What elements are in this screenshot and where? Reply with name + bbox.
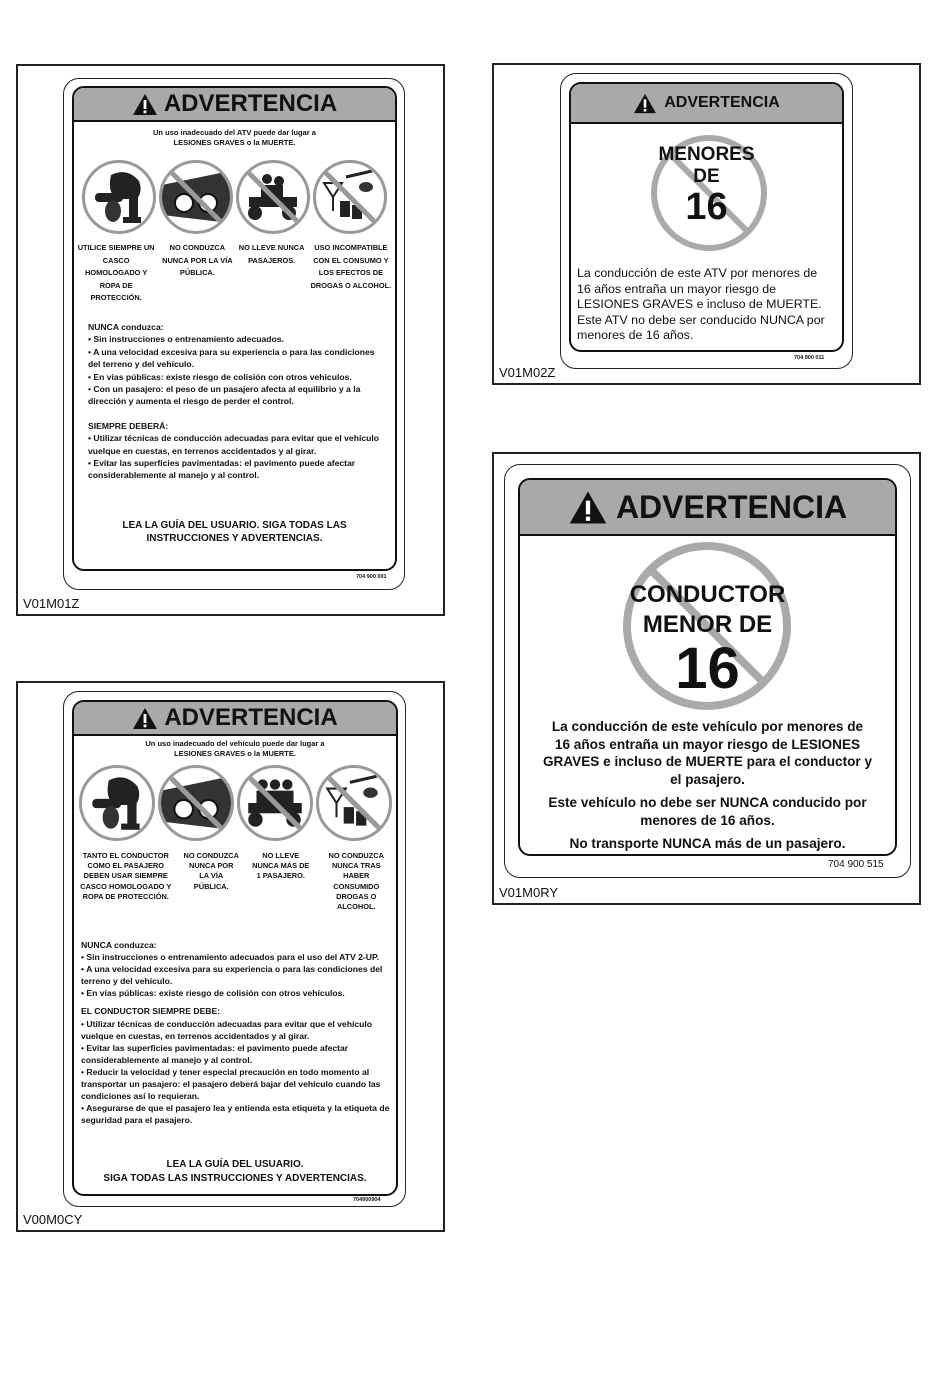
icon-caption: TANTO EL CONDUCTOR COMO EL PASAJERO DEBEN USAR SIEMPRE CASCO HOMOLOGADO Y ROPA DE PROTECCIÓN. [80, 851, 172, 901]
part-number: 704900904 [353, 1197, 381, 1203]
always-section-title: SIEMPRE DEBERÁ: [88, 420, 169, 431]
always-item: • Evitar las superficies pavimentadas: el pavimento puede afectar considerablemente al manejo y al control. [81, 1042, 349, 1065]
footer-line: LEA LA GUÍA DEL USUARIO. SIGA TODAS LAS [122, 520, 347, 531]
never-item: • Sin instrucciones o entrenamiento adecuados. [88, 334, 284, 345]
label-frame-v01m0ry [492, 452, 921, 905]
footer-line: SIGA TODAS LAS INSTRUCCIONES Y ADVERTENCIAS. [103, 1172, 367, 1184]
no-public-road-icon [159, 160, 233, 234]
body-line: La conducción de este vehículo por menores de [551, 719, 864, 734]
icon-caption: NO LLEVE NUNCA PASAJEROS. [238, 243, 305, 265]
never-item: • A una velocidad excesiva para su experiencia o para las condiciones del terreno y del vehículo. [88, 346, 375, 370]
never-section-title: NUNCA conduzca: [81, 940, 157, 950]
always-item: • Asegurarse de que el pasajero lea y entienda esta etiqueta y la etiqueta de seguridad para el pasajero. [81, 1103, 390, 1126]
icon-caption: NO LLEVE NUNCA MÁS DE 1 PASAJERO. [252, 851, 310, 881]
no-extra-passengers-icon [237, 765, 313, 841]
body-line: el pasajero. [670, 771, 745, 787]
no-drugs-alcohol-icon [313, 160, 387, 234]
body-line: 16 años entraña un mayor riesgo de LESIONES [554, 736, 861, 752]
warning-header [520, 480, 895, 536]
warning-header [74, 88, 395, 122]
header-title: ADVERTENCIA [164, 704, 338, 731]
label-inner-border [72, 700, 398, 1196]
figure-code: V01M0RY [499, 885, 559, 900]
part-number: 704 900 001 [356, 574, 387, 580]
body-line: Este vehículo no debe ser NUNCA conducido por [548, 795, 867, 810]
footer-line: LEA LA GUÍA DEL USUARIO. [166, 1159, 304, 1170]
label-frame-v01m01z [16, 64, 445, 616]
icon-caption: NO CONDUZCA NUNCA POR LA VÍA PÚBLICA. [183, 851, 239, 891]
age-line: CONDUCTOR [629, 581, 786, 608]
footer-line: INSTRUCCIONES Y ADVERTENCIAS. [146, 533, 323, 544]
warning-triangle-icon [132, 707, 158, 730]
subtitle-line: Un uso inadecuado del ATV puede dar lugar a [153, 128, 316, 137]
warning-triangle-icon [568, 490, 608, 525]
age-line: MENOR DE [642, 611, 773, 638]
age-line: DE [693, 166, 720, 187]
helmet-boots-icon [79, 765, 155, 841]
always-item: • Evitar las superficies pavimentadas: el pavimento puede afectar considerablemente al manejo y al control. [88, 458, 356, 481]
body-line: menores de 16 años. [577, 328, 694, 342]
header-title: ADVERTENCIA [615, 488, 848, 525]
no-public-road-icon [158, 765, 234, 841]
body-line: menores de 16 años. [640, 812, 775, 828]
figure-code: V01M01Z [23, 596, 80, 611]
never-item: • A una velocidad excesiva para su experiencia o para las condiciones del terreno y del vehículo. [81, 964, 383, 987]
no-drugs-alcohol-icon [316, 765, 392, 841]
body-line: No transporte NUNCA más de un pasajero. [569, 836, 846, 851]
part-number: 704 900 515 [828, 859, 884, 870]
never-item: • En vías públicas: existe riesgo de colisión con otros vehículos. [88, 371, 352, 382]
subtitle-line: LESIONES GRAVES o la MUERTE. [173, 138, 296, 147]
label-inner-border [569, 82, 844, 352]
always-section-title: EL CONDUCTOR SIEMPRE DEBE: [81, 1006, 221, 1017]
body-line: La conducción de este ATV por menores de [577, 266, 818, 280]
body-line: 16 años entraña un mayor riesgo de [577, 281, 777, 296]
icon-caption: UTILICE SIEMPRE UN CASCO HOMOLOGADO Y ROPA DE PROTECCIÓN. [77, 243, 155, 302]
no-passengers-icon [236, 160, 310, 234]
age-number: 16 [685, 186, 728, 228]
always-item: • Utilizar técnicas de conducción adecuadas para evitar que el vehículo vuelque en cuestas, en terrenos accidentados y al girar. [88, 433, 379, 456]
icon-caption: NO CONDUZCA NUNCA POR LA VÍA PÚBLICA. [162, 243, 233, 277]
header-title: ADVERTENCIA [163, 90, 338, 117]
age-number: 16 [675, 636, 740, 701]
subtitle-line: Un uso inadecuado del vehículo puede dar lugar a [145, 739, 325, 748]
subtitle-line: LESIONES GRAVES o la MUERTE. [174, 749, 296, 758]
always-item: • Utilizar técnicas de conducción adecuadas para evitar que el vehículo vuelque en cuestas, en terrenos accidentados y al girar. [81, 1018, 372, 1041]
age-line: MENORES [658, 144, 755, 165]
warning-triangle-icon [132, 93, 158, 116]
never-section-title: NUNCA conduzca: [88, 322, 164, 332]
warning-header [74, 702, 396, 736]
warning-header [571, 84, 842, 124]
icon-caption: NO CONDUZCA NUNCA TRAS HABER CONSUMIDO DROGAS O ALCOHOL. [328, 851, 384, 912]
part-number: 704 900 011 [794, 355, 825, 361]
body-line: GRAVES e incluso de MUERTE para el conductor y [542, 754, 873, 769]
figure-code: V00M0CY [23, 1212, 83, 1227]
icon-caption: USO INCOMPATIBLE CON EL CONSUMO Y LOS EFECTOS DE DROGAS O ALCOHOL. [310, 243, 392, 290]
label-inner-border [518, 478, 897, 856]
never-item: • En vías públicas: existe riesgo de colisión con otros vehículos. [81, 988, 345, 999]
warning-triangle-icon [633, 93, 657, 114]
always-item: • Reducir la velocidad y tener especial precaución en todo momento al transportar un pasajero: el pasajero deberá bajar del vehículo cuando las condiciones así lo requieran. [81, 1066, 381, 1102]
body-line: LESIONES GRAVES e incluso de MUERTE. [577, 297, 822, 311]
label-frame-v01m02z [492, 63, 921, 385]
figure-code: V01M02Z [499, 365, 556, 380]
header-title: ADVERTENCIA [664, 94, 780, 111]
helmet-boots-icon [82, 160, 156, 234]
label-frame-v00m0cy [16, 681, 445, 1232]
label-inner-border [72, 86, 397, 571]
body-line: Este ATV no debe ser conducido NUNCA por [577, 312, 825, 327]
never-item: • Con un pasajero: el peso de un pasajero afecta al equilibrio y a la dirección y aumenta el riesgo de perder el control. [88, 384, 361, 407]
never-item: • Sin instrucciones o entrenamiento adecuados para el uso del ATV 2-UP. [81, 952, 379, 963]
